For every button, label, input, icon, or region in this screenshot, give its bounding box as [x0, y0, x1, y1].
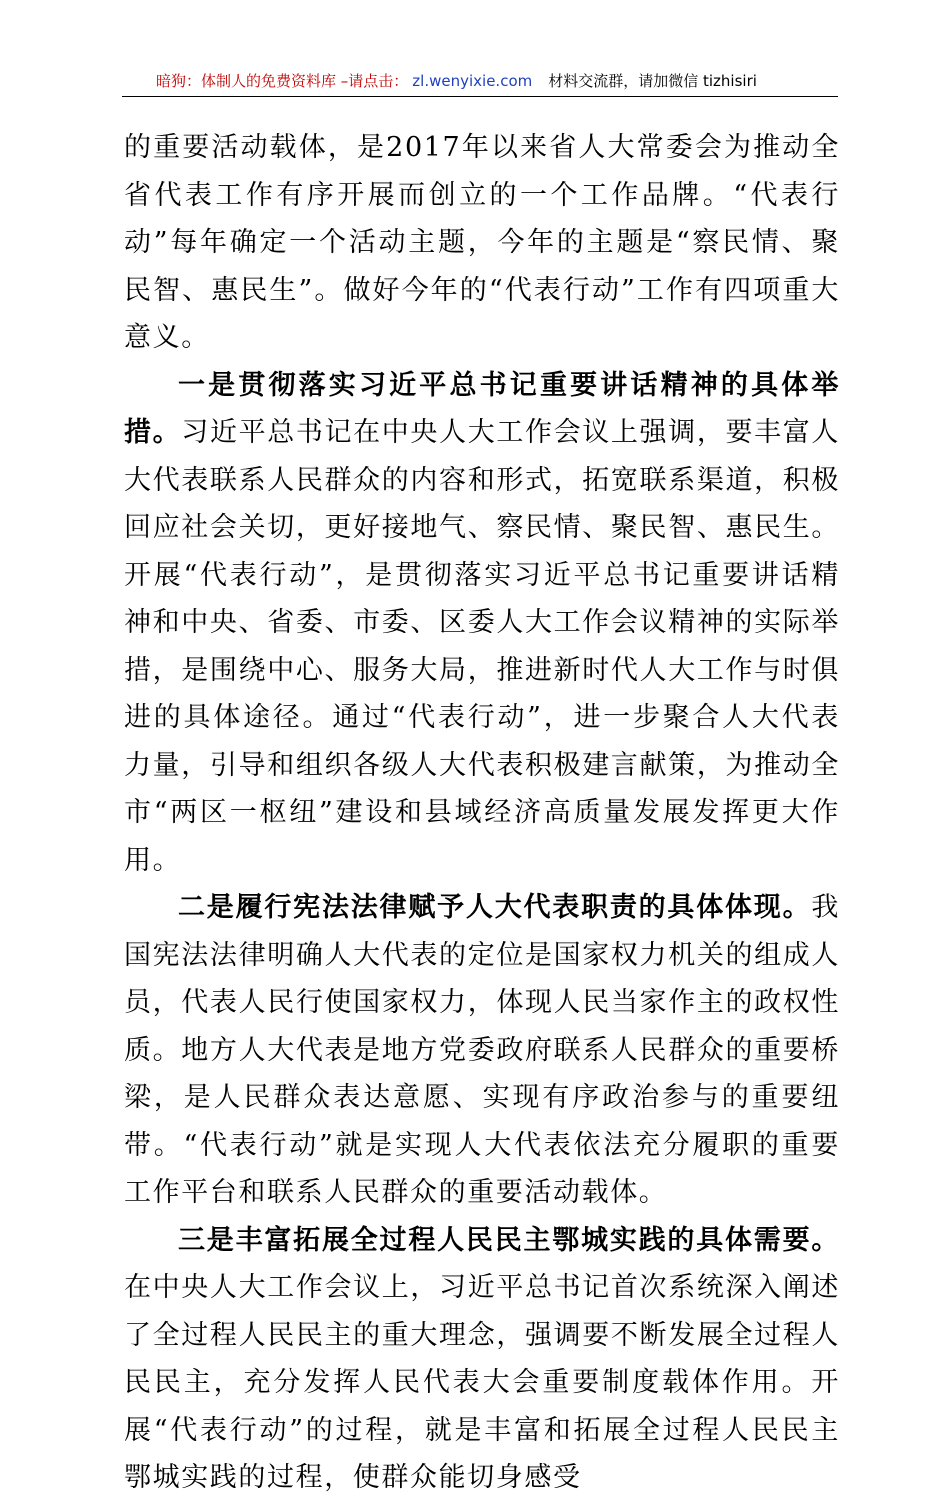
- paragraph-text: 在中央人大工作会议上，习近平总书记首次系统深入阐述了全过程人民民主的重大理念，强调要不断发展全过程人民民主，充分发挥人民代表大会重要制度载体作用。开展“代表行动”的过程，就是丰富和拓展全过程人民民主鄂城实践的过程，使群众能切身感受: [124, 1272, 840, 1493]
- paragraph-continuation: [124, 124, 840, 362]
- header-contact: 材料交流群，请加微信 tizhisiri: [548, 72, 757, 90]
- paragraph-text: 我国宪法法律明确人大代表的定位是国家权力机关的组成人员，代表人民行使国家权力，体现人民当家作主的政权性质。地方人大代表是地方党委政府联系人民群众的重要桥梁，是人民群众表达意愿、实现有序政治参与的重要纽带。“代表行动”就是实现人大代表依法充分履职的重要工作平台和联系人民群众的重要活动载体。: [124, 892, 840, 1208]
- paragraph-lead: 二是履行宪法法律赋予人大代表职责的具体体现。: [178, 892, 812, 923]
- paragraph-text: 习近平总书记在中央人大工作会议上强调，要丰富人大代表联系人民群众的内容和形式，拓宽联系渠道，积极回应社会关切，更好接地气、察民情、聚民智、惠民生。开展“代表行动”，是贯彻落实习近平总书记重要讲话精神和中央、省委、市委、区委人大工作会议精神的实际举措，是围绕中心、服务大局，推进新时代人大工作与时俱进的具体途径。通过“代表行动”，进一步聚合人大代表力量，引导和组织各级人大代表积极建言献策，为推动全市“两区一枢纽”建设和县域经济高质量发展发挥更大作用。: [124, 417, 840, 876]
- header-line: [156, 70, 757, 91]
- paragraph-lead: 三是丰富拓展全过程人民民主鄂城实践的具体需要。: [178, 1224, 840, 1256]
- paragraph-point-three: [124, 1217, 840, 1502]
- paragraph-point-one: [124, 362, 840, 885]
- header-link[interactable]: zl.wenyixie.com: [412, 72, 533, 90]
- page-header: [122, 64, 838, 97]
- header-prompt: –请点击：: [336, 72, 409, 90]
- paragraph-lead: 一是贯彻落实习近平总书记重要讲话精神的具体举措。: [124, 369, 840, 448]
- paragraph-text: 的重要活动载体，是2017年以来省人大常委会为推动全省代表工作有序开展而创立的一个工作品牌。“代表行动”每年确定一个活动主题，今年的主题是“察民情、聚民智、惠民生”。做好今年的“代表行动”工作有四项重大意义。: [124, 132, 840, 353]
- header-brand: 暗狗：体制人的免费资料库: [156, 72, 337, 90]
- document-body: [124, 124, 840, 1502]
- paragraph-point-two: [124, 884, 840, 1217]
